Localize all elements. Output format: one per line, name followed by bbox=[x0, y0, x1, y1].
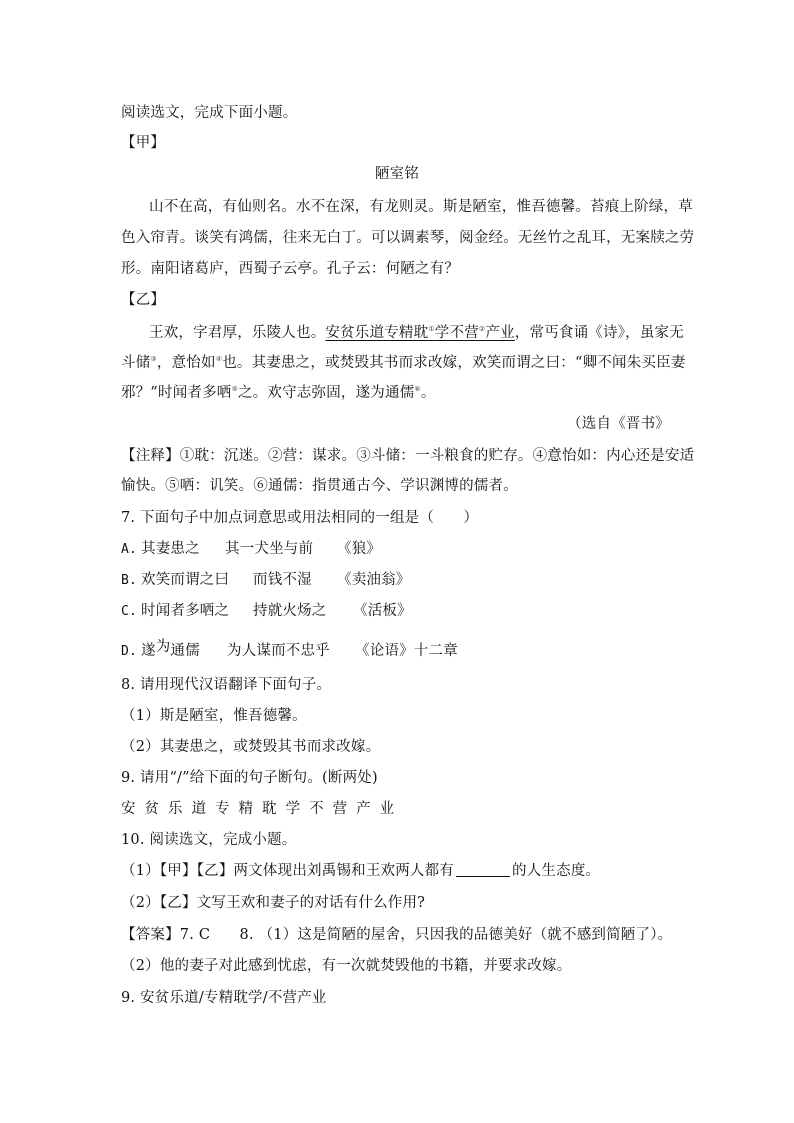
q7-option-d: D. 遂为通儒 为人谋而不忠乎 《论语》十二章 bbox=[121, 639, 458, 659]
source-citation: （选自《晋书》 bbox=[567, 416, 670, 432]
answer-line-2: （2）他的妻子对此感到忧虑，有一次就焚毁他的书籍，并要求改嫁。 bbox=[121, 958, 572, 974]
notes-line-1: 【注释】①耽：沉迷。②营：谋求。③斗储：一斗粮食的贮存。④意怡如：内心还是安适 bbox=[121, 448, 695, 464]
intro-instruction: 阅读选文，完成下面小题。 bbox=[121, 105, 298, 121]
jia-line-1: 山不在高，有仙则名。水不在深，有龙则灵。斯是陋室，惟吾德馨。苔痕上阶绿，草 bbox=[149, 199, 693, 215]
q7-option-c: C. 时闻者多哂之 持就火炀之 《活板》 bbox=[121, 603, 412, 619]
jia-line-2: 色入帘青。谈笑有鸿儒，往来无白丁。可以调素琴，阅金经。无丝竹之乱耳，无案牍之劳 bbox=[121, 230, 695, 246]
question-10-stem: 10. 阅读选文，完成小题。 bbox=[121, 832, 297, 848]
passage-title: 陋室铭 bbox=[374, 166, 420, 182]
question-7-stem: 7. 下面句子中加点词意思或用法相同的一组是（ ） bbox=[121, 510, 479, 526]
section-label-jia: 【甲】 bbox=[121, 135, 166, 151]
q7-option-a: A. 其妻患之 其一犬坐与前 《狼》 bbox=[121, 541, 382, 557]
section-label-yi: 【乙】 bbox=[121, 292, 166, 308]
answer-line-1: 【答案】7. C 8. （1）这是简陋的屋舍，只因我的品德美好（就不感到简陋了）。 bbox=[121, 927, 673, 943]
answer-blank bbox=[456, 862, 510, 877]
yi-text: 王欢，字君厚，乐陵人也。 bbox=[149, 325, 326, 341]
yi-line-1 bbox=[149, 323, 684, 343]
q8-item-2: （2）其妻患之，或焚毁其书而求改嫁。 bbox=[121, 739, 381, 755]
q7-option-b: B. 欢笑而谓之曰 而钱不湿 《卖油翁》 bbox=[121, 572, 411, 588]
q10-item-1: （1）【甲】【乙】两文体现出刘禹锡和王欢两人都有 的人生态度。 bbox=[121, 863, 601, 879]
note-marker: ⑥ bbox=[414, 385, 421, 393]
yi-line-3: 邪？”时闻者多哂⑤之。欢守志弥固，遂为通儒⑥。 bbox=[121, 385, 436, 401]
q8-item-1: （1）斯是陋室，惟吾德馨。 bbox=[121, 708, 307, 724]
note-marker: ② bbox=[478, 325, 486, 333]
note-marker: ③ bbox=[150, 355, 157, 363]
note-marker: ④ bbox=[215, 355, 223, 363]
underlined-phrase: 安贫乐道专精耽①学不营②产业 bbox=[325, 325, 515, 341]
question-8-stem: 8. 请用现代汉语翻译下面句子。 bbox=[121, 677, 332, 693]
q10-item-2: （2）【乙】文写王欢和妻子的对话有什么作用? bbox=[121, 895, 426, 911]
note-marker: ⑤ bbox=[231, 385, 238, 393]
q9-unpunctuated-text: 安 贫 乐 道 专 精 耽 学 不 营 产 业 bbox=[121, 801, 397, 817]
jia-line-3: 形。南阳诸葛庐，西蜀子云亭。孔子云：何陋之有？ bbox=[121, 261, 460, 277]
question-9-stem: 9. 请用“/”给下面的句子断句。(断两处) bbox=[121, 770, 378, 786]
note-marker: ① bbox=[428, 325, 435, 333]
notes-line-2: 愉快。⑤哂：讥笑。⑥通儒：指贯通古今、学识渊博的儒者。 bbox=[121, 478, 518, 494]
answer-line-3: 9. 安贫乐道/专精耽学/不营产业 bbox=[121, 990, 327, 1006]
yi-line-2: 斗储③，意怡如④也。其妻患之，或焚毁其书而求改嫁，欢笑而谓之曰：“卿不闻朱买臣妻 bbox=[121, 355, 686, 371]
yi-text: ，常丐食诵《诗》，虽家无 bbox=[514, 325, 684, 341]
